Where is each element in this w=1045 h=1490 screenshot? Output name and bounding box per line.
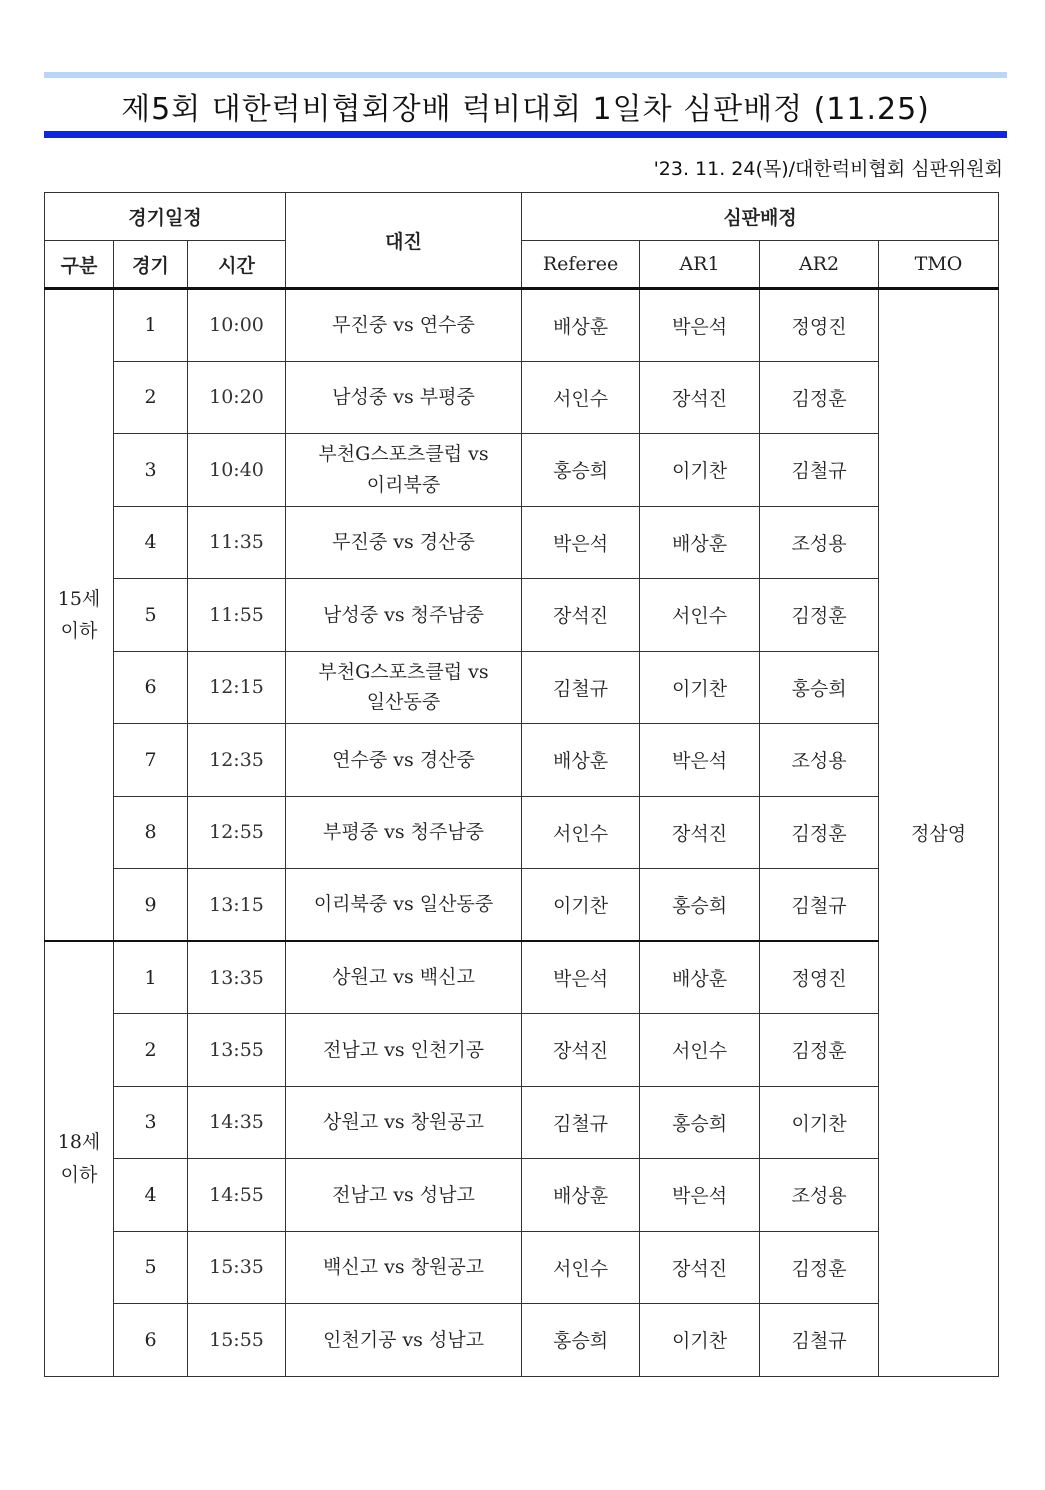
time-cell: 15:55: [188, 1304, 286, 1377]
ar2-cell: 김정훈: [760, 796, 879, 869]
referee-schedule-table: [44, 192, 999, 1377]
table-row: [45, 1014, 999, 1087]
table-row: [45, 1231, 999, 1304]
table-row: [45, 361, 999, 434]
referee-cell: 서인수: [522, 361, 640, 434]
match-cell: 무진중 vs 연수중: [286, 289, 522, 362]
ar1-cell: 박은석: [640, 724, 760, 797]
game-number-cell: 4: [114, 506, 188, 579]
ar2-cell: 김정훈: [760, 579, 879, 652]
time-cell: 12:35: [188, 724, 286, 797]
match-cell: 백신고 vs 창원공고: [286, 1231, 522, 1304]
table-row: [45, 289, 999, 362]
header-ar2: AR2: [760, 241, 879, 289]
time-cell: 14:55: [188, 1159, 286, 1232]
referee-cell: 서인수: [522, 796, 640, 869]
game-number-cell: 3: [114, 434, 188, 507]
game-number-cell: 6: [114, 1304, 188, 1377]
game-number-cell: 8: [114, 796, 188, 869]
referee-cell: 배상훈: [522, 1159, 640, 1232]
time-cell: 10:40: [188, 434, 286, 507]
issuer-line: '23. 11. 24(목)/대한럭비협회 심판위원회: [653, 158, 1003, 180]
ar1-cell: 장석진: [640, 361, 760, 434]
ar1-cell: 이기찬: [640, 1304, 760, 1377]
referee-cell: 홍승희: [522, 1304, 640, 1377]
game-number-cell: 5: [114, 1231, 188, 1304]
ar2-cell: 조성용: [760, 506, 879, 579]
ar2-cell: 김철규: [760, 434, 879, 507]
referee-cell: 장석진: [522, 579, 640, 652]
ar1-cell: 이기찬: [640, 434, 760, 507]
header-referee: Referee: [522, 241, 640, 289]
game-number-cell: 1: [114, 289, 188, 362]
ar2-cell: 김철규: [760, 1304, 879, 1377]
time-cell: 11:55: [188, 579, 286, 652]
table-row: [45, 724, 999, 797]
game-number-cell: 9: [114, 869, 188, 942]
ar2-cell: 정영진: [760, 289, 879, 362]
table-row: [45, 941, 999, 1014]
ar1-cell: 박은석: [640, 289, 760, 362]
ar1-cell: 배상훈: [640, 941, 760, 1014]
ar2-cell: 김정훈: [760, 1014, 879, 1087]
match-cell: 부천G스포츠클럽 vs 일산동중: [286, 651, 522, 724]
ar1-cell: 박은석: [640, 1159, 760, 1232]
referee-cell: 김철규: [522, 651, 640, 724]
time-cell: 10:20: [188, 361, 286, 434]
ar2-cell: 조성용: [760, 1159, 879, 1232]
table-row: [45, 1086, 999, 1159]
header-ar1: AR1: [640, 241, 760, 289]
game-number-cell: 3: [114, 1086, 188, 1159]
referee-cell: 박은석: [522, 941, 640, 1014]
referee-cell: 배상훈: [522, 289, 640, 362]
header-schedule: 경기일정: [45, 193, 286, 241]
schedule-body: [45, 289, 999, 1377]
header-tmo: TMO: [879, 241, 999, 289]
ar1-cell: 이기찬: [640, 651, 760, 724]
referee-cell: 홍승희: [522, 434, 640, 507]
table-row: [45, 796, 999, 869]
page-title: 제5회 대한럭비협회장배 럭비대회 1일차 심판배정 (11.25): [121, 92, 930, 127]
ar1-cell: 배상훈: [640, 506, 760, 579]
match-cell: 부평중 vs 청주남중: [286, 796, 522, 869]
title-top-bar: [44, 72, 1007, 78]
referee-cell: 박은석: [522, 506, 640, 579]
referee-cell: 이기찬: [522, 869, 640, 942]
header-time: 시간: [188, 241, 286, 289]
referee-cell: 김철규: [522, 1086, 640, 1159]
match-cell: 남성중 vs 청주남중: [286, 579, 522, 652]
time-cell: 13:55: [188, 1014, 286, 1087]
ar2-cell: 김철규: [760, 869, 879, 942]
game-number-cell: 2: [114, 1014, 188, 1087]
match-cell: 전남고 vs 성남고: [286, 1159, 522, 1232]
referee-cell: 배상훈: [522, 724, 640, 797]
game-number-cell: 7: [114, 724, 188, 797]
table-row: [45, 1159, 999, 1232]
tmo-cell: 정삼영: [879, 289, 999, 1377]
game-number-cell: 2: [114, 361, 188, 434]
game-number-cell: 5: [114, 579, 188, 652]
time-cell: 13:35: [188, 941, 286, 1014]
ar1-cell: 장석진: [640, 1231, 760, 1304]
ar1-cell: 장석진: [640, 796, 760, 869]
time-cell: 10:00: [188, 289, 286, 362]
ar2-cell: 조성용: [760, 724, 879, 797]
ar1-cell: 서인수: [640, 579, 760, 652]
ar2-cell: 홍승희: [760, 651, 879, 724]
ar2-cell: 김정훈: [760, 361, 879, 434]
game-number-cell: 1: [114, 941, 188, 1014]
ar1-cell: 홍승희: [640, 1086, 760, 1159]
match-cell: 인천기공 vs 성남고: [286, 1304, 522, 1377]
ar2-cell: 이기찬: [760, 1086, 879, 1159]
time-cell: 11:35: [188, 506, 286, 579]
ar1-cell: 홍승희: [640, 869, 760, 942]
category-cell: 18세 이하: [45, 941, 114, 1376]
match-cell: 부천G스포츠클럽 vs 이리북중: [286, 434, 522, 507]
category-cell: 15세 이하: [45, 289, 114, 942]
table-row: [45, 651, 999, 724]
match-cell: 남성중 vs 부평중: [286, 361, 522, 434]
game-number-cell: 6: [114, 651, 188, 724]
time-cell: 15:35: [188, 1231, 286, 1304]
table-row: [45, 434, 999, 507]
match-cell: 연수중 vs 경산중: [286, 724, 522, 797]
header-assignment: 심판배정: [522, 193, 999, 241]
title-bottom-bar: [44, 131, 1007, 138]
table-row: [45, 579, 999, 652]
match-cell: 무진중 vs 경산중: [286, 506, 522, 579]
time-cell: 12:55: [188, 796, 286, 869]
match-cell: 상원고 vs 백신고: [286, 941, 522, 1014]
time-cell: 12:15: [188, 651, 286, 724]
match-cell: 이리북중 vs 일산동중: [286, 869, 522, 942]
table-row: [45, 1304, 999, 1377]
header-category: 구분: [45, 241, 114, 289]
header-game: 경기: [114, 241, 188, 289]
ar1-cell: 서인수: [640, 1014, 760, 1087]
referee-cell: 서인수: [522, 1231, 640, 1304]
ar2-cell: 김정훈: [760, 1231, 879, 1304]
match-cell: 전남고 vs 인천기공: [286, 1014, 522, 1087]
ar2-cell: 정영진: [760, 941, 879, 1014]
match-cell: 상원고 vs 창원공고: [286, 1086, 522, 1159]
time-cell: 13:15: [188, 869, 286, 942]
table-row: [45, 506, 999, 579]
header-match: 대진: [286, 193, 522, 289]
table-row: [45, 869, 999, 942]
time-cell: 14:35: [188, 1086, 286, 1159]
referee-cell: 장석진: [522, 1014, 640, 1087]
game-number-cell: 4: [114, 1159, 188, 1232]
